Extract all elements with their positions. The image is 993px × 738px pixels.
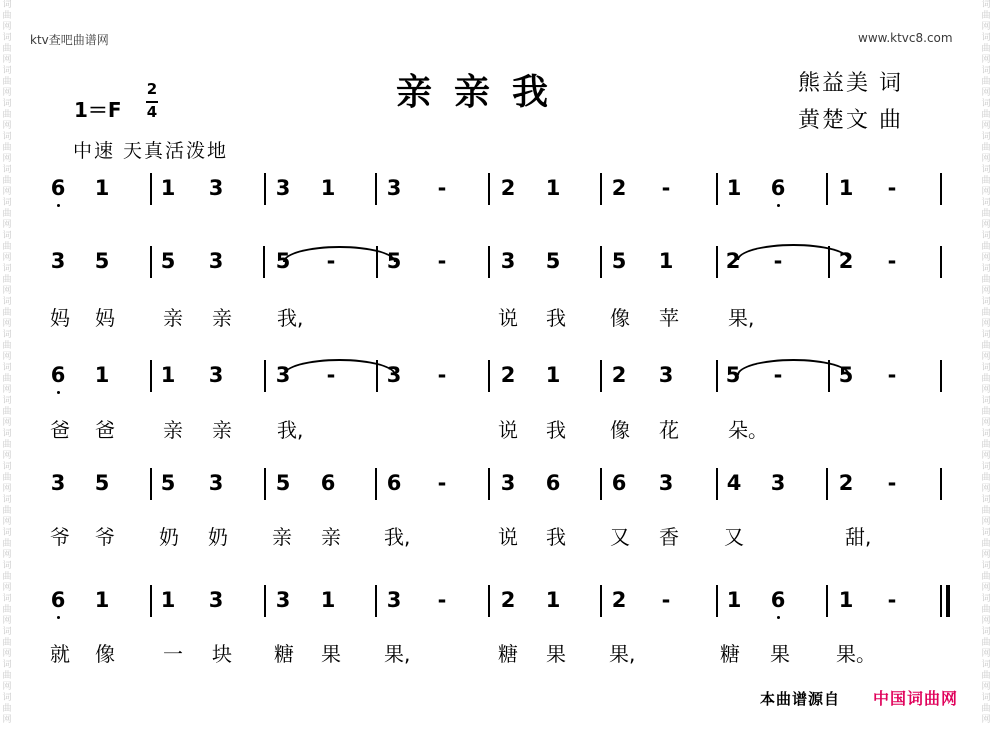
lyric-syllable: 就 xyxy=(50,642,70,666)
note: 3 xyxy=(208,363,224,387)
lyric-syllable: 我 xyxy=(546,306,566,330)
note: 3 xyxy=(50,249,66,273)
lyric-syllable: 爷 xyxy=(95,525,115,549)
bar-line xyxy=(488,173,490,205)
footer-source-site: 中国词曲网 xyxy=(873,689,959,708)
note: 5 xyxy=(386,249,402,273)
note: 5 xyxy=(725,363,741,387)
bar-line xyxy=(150,173,152,205)
note: - xyxy=(887,249,897,273)
tempo-marking: 中速 天真活泼地 xyxy=(73,140,229,162)
note: - xyxy=(437,363,447,387)
bar-line xyxy=(375,173,377,205)
lyric-syllable: 像 xyxy=(95,642,115,666)
lyric-syllable: 亲 xyxy=(163,418,183,442)
footer-source-label: 本曲谱源自 xyxy=(760,690,841,708)
composer-credit: 黄楚文 曲 xyxy=(798,108,903,133)
song-title: 亲亲我 xyxy=(396,71,571,113)
note: 5 xyxy=(160,471,176,495)
note: - xyxy=(887,588,897,612)
tie-slur xyxy=(283,359,396,375)
low-octave-dot xyxy=(57,391,60,394)
note: 1 xyxy=(94,363,110,387)
lyric-syllable: 亲 xyxy=(163,306,183,330)
bar-line xyxy=(716,246,718,278)
note: 6 xyxy=(50,176,66,200)
bar-line xyxy=(716,360,718,392)
note: 1 xyxy=(160,363,176,387)
note: 3 xyxy=(208,249,224,273)
note: - xyxy=(437,471,447,495)
lyric-syllable: 果, xyxy=(728,306,755,330)
lyric-syllable: 像 xyxy=(610,306,630,330)
bar-line xyxy=(375,585,377,617)
bar-line xyxy=(600,246,602,278)
bar-line xyxy=(940,585,942,617)
bar-line xyxy=(600,173,602,205)
bar-line xyxy=(488,246,490,278)
note: - xyxy=(437,249,447,273)
site-name-left: ktv查吧曲谱网 xyxy=(30,33,109,47)
note: 6 xyxy=(611,471,627,495)
note: 1 xyxy=(94,588,110,612)
tie-slur xyxy=(737,359,850,375)
note: 6 xyxy=(545,471,561,495)
lyric-syllable: 又 xyxy=(724,525,744,549)
bar-line xyxy=(150,468,152,500)
bar-line xyxy=(264,173,266,205)
note: 1 xyxy=(320,176,336,200)
bar-line xyxy=(940,360,942,392)
lyric-syllable: 块 xyxy=(212,642,232,666)
bar-line xyxy=(150,246,152,278)
note: 1 xyxy=(320,588,336,612)
note: - xyxy=(326,249,336,273)
note: 6 xyxy=(50,588,66,612)
lyric-syllable: 我 xyxy=(546,525,566,549)
lyric-syllable: 我, xyxy=(384,525,411,549)
bar-line xyxy=(826,585,828,617)
bar-line xyxy=(488,585,490,617)
bar-line xyxy=(264,585,266,617)
lyric-syllable: 香 xyxy=(659,525,679,549)
note: 5 xyxy=(160,249,176,273)
note: 1 xyxy=(726,588,742,612)
bar-line xyxy=(716,585,718,617)
bar-line xyxy=(716,173,718,205)
note: 2 xyxy=(838,471,854,495)
note: 1 xyxy=(160,176,176,200)
note: 5 xyxy=(838,363,854,387)
note: 5 xyxy=(545,249,561,273)
note: - xyxy=(773,249,783,273)
note: 5 xyxy=(94,249,110,273)
note: 2 xyxy=(611,363,627,387)
note: - xyxy=(887,471,897,495)
note: 3 xyxy=(275,363,291,387)
note: - xyxy=(437,588,447,612)
bar-line xyxy=(826,468,828,500)
note: 1 xyxy=(838,588,854,612)
low-octave-dot xyxy=(777,616,780,619)
lyric-syllable: 苹 xyxy=(659,306,679,330)
lyric-syllable: 甜, xyxy=(845,525,872,549)
bar-line xyxy=(940,173,942,205)
low-octave-dot xyxy=(57,204,60,207)
lyric-syllable: 我, xyxy=(277,418,304,442)
note: 3 xyxy=(658,471,674,495)
bar-line xyxy=(150,585,152,617)
tie-slur xyxy=(737,244,850,260)
bar-line xyxy=(263,246,265,278)
bar-line xyxy=(826,173,828,205)
note: 1 xyxy=(726,176,742,200)
bar-line xyxy=(375,468,377,500)
note: 6 xyxy=(50,363,66,387)
note: 1 xyxy=(545,588,561,612)
note: 3 xyxy=(658,363,674,387)
lyric-syllable: 我, xyxy=(277,306,304,330)
lyric-syllable: 糖 xyxy=(498,642,518,666)
bar-line xyxy=(600,360,602,392)
note: 1 xyxy=(658,249,674,273)
lyric-syllable: 果 xyxy=(770,642,790,666)
left-watermark-strip: 词 曲 网 词 曲 网 词 曲 网 词 曲 网 词 曲 网 词 曲 网 词 曲 网 词 曲 网 词 曲 网 词 曲 网 词 曲 网 词 曲 网 词 曲 网 词 曲 网 词 曲 网 词 曲 网 词 曲 网 词 曲 网 词 曲 网 词 曲 网 词 曲 网 词 曲 网 xyxy=(2,0,12,725)
note: 3 xyxy=(208,176,224,200)
note: 2 xyxy=(611,588,627,612)
note: 2 xyxy=(500,363,516,387)
low-octave-dot xyxy=(777,204,780,207)
note: - xyxy=(661,588,671,612)
bar-line xyxy=(264,468,266,500)
note: - xyxy=(326,363,336,387)
lyric-syllable: 亲 xyxy=(212,418,232,442)
lyric-syllable: 妈 xyxy=(95,306,115,330)
bar-line xyxy=(488,360,490,392)
lyric-syllable: 亲 xyxy=(321,525,341,549)
key-signature: 1＝F xyxy=(74,98,122,122)
lyric-syllable: 奶 xyxy=(159,525,179,549)
note: 2 xyxy=(500,588,516,612)
lyric-syllable: 像 xyxy=(610,418,630,442)
lyric-syllable: 奶 xyxy=(208,525,228,549)
note: 6 xyxy=(770,176,786,200)
bar-line xyxy=(488,468,490,500)
note: 4 xyxy=(726,471,742,495)
lyric-syllable: 果 xyxy=(321,642,341,666)
note: 3 xyxy=(500,249,516,273)
note: 3 xyxy=(386,363,402,387)
lyric-syllable: 花 xyxy=(659,418,679,442)
note: - xyxy=(661,176,671,200)
note: 1 xyxy=(94,176,110,200)
tie-slur xyxy=(283,246,396,262)
note: 1 xyxy=(545,363,561,387)
time-signature-bottom: 4 xyxy=(146,103,158,121)
note: 5 xyxy=(611,249,627,273)
note: 1 xyxy=(160,588,176,612)
note: 1 xyxy=(838,176,854,200)
note: 6 xyxy=(320,471,336,495)
note: 3 xyxy=(50,471,66,495)
note: 5 xyxy=(275,249,291,273)
lyric-syllable: 亲 xyxy=(272,525,292,549)
site-url-right: www.ktvc8.com xyxy=(858,31,953,45)
note: 2 xyxy=(725,249,741,273)
lyric-syllable: 亲 xyxy=(212,306,232,330)
lyric-syllable: 果 xyxy=(546,642,566,666)
bar-line xyxy=(600,468,602,500)
bar-line xyxy=(940,468,942,500)
lyric-syllable: 说 xyxy=(498,525,518,549)
note: - xyxy=(887,176,897,200)
bar-line xyxy=(264,360,266,392)
note: 2 xyxy=(611,176,627,200)
bar-line xyxy=(600,585,602,617)
bar-line xyxy=(150,360,152,392)
lyric-syllable: 爸 xyxy=(50,418,70,442)
lyric-syllable: 爸 xyxy=(95,418,115,442)
note: 6 xyxy=(386,471,402,495)
lyric-syllable: 糖 xyxy=(274,642,294,666)
lyric-syllable: 朵。 xyxy=(728,418,768,442)
note: 5 xyxy=(94,471,110,495)
low-octave-dot xyxy=(57,616,60,619)
note: 3 xyxy=(500,471,516,495)
lyric-syllable: 果, xyxy=(384,642,411,666)
note: - xyxy=(773,363,783,387)
note: 2 xyxy=(838,249,854,273)
bar-line xyxy=(716,468,718,500)
final-bar-line xyxy=(946,585,950,617)
lyric-syllable: 果。 xyxy=(836,642,876,666)
note: 3 xyxy=(275,588,291,612)
lyric-syllable: 果, xyxy=(609,642,636,666)
lyricist-credit: 熊益美 词 xyxy=(798,71,903,96)
note: 2 xyxy=(500,176,516,200)
right-watermark-strip: 词 曲 网 词 曲 网 词 曲 网 词 曲 网 词 曲 网 词 曲 网 词 曲 网 词 曲 网 词 曲 网 词 曲 网 词 曲 网 词 曲 网 词 曲 网 词 曲 网 词 曲 网 词 曲 网 词 曲 网 词 曲 网 词 曲 网 词 曲 网 词 曲 网 词 曲 网 xyxy=(981,0,991,725)
bar-line xyxy=(940,246,942,278)
lyric-syllable: 我 xyxy=(546,418,566,442)
note: - xyxy=(437,176,447,200)
note: 3 xyxy=(275,176,291,200)
note: 3 xyxy=(208,471,224,495)
note: 3 xyxy=(208,588,224,612)
note: 5 xyxy=(275,471,291,495)
lyric-syllable: 说 xyxy=(498,418,518,442)
lyric-syllable: 妈 xyxy=(50,306,70,330)
lyric-syllable: 糖 xyxy=(720,642,740,666)
lyric-syllable: 爷 xyxy=(50,525,70,549)
note: 1 xyxy=(545,176,561,200)
lyric-syllable: 又 xyxy=(610,525,630,549)
note: 3 xyxy=(386,588,402,612)
time-signature-top: 2 xyxy=(146,80,158,98)
note: 3 xyxy=(386,176,402,200)
lyric-syllable: 说 xyxy=(498,306,518,330)
note: 3 xyxy=(770,471,786,495)
lyric-syllable: 一 xyxy=(163,642,183,666)
note: 6 xyxy=(770,588,786,612)
note: - xyxy=(887,363,897,387)
